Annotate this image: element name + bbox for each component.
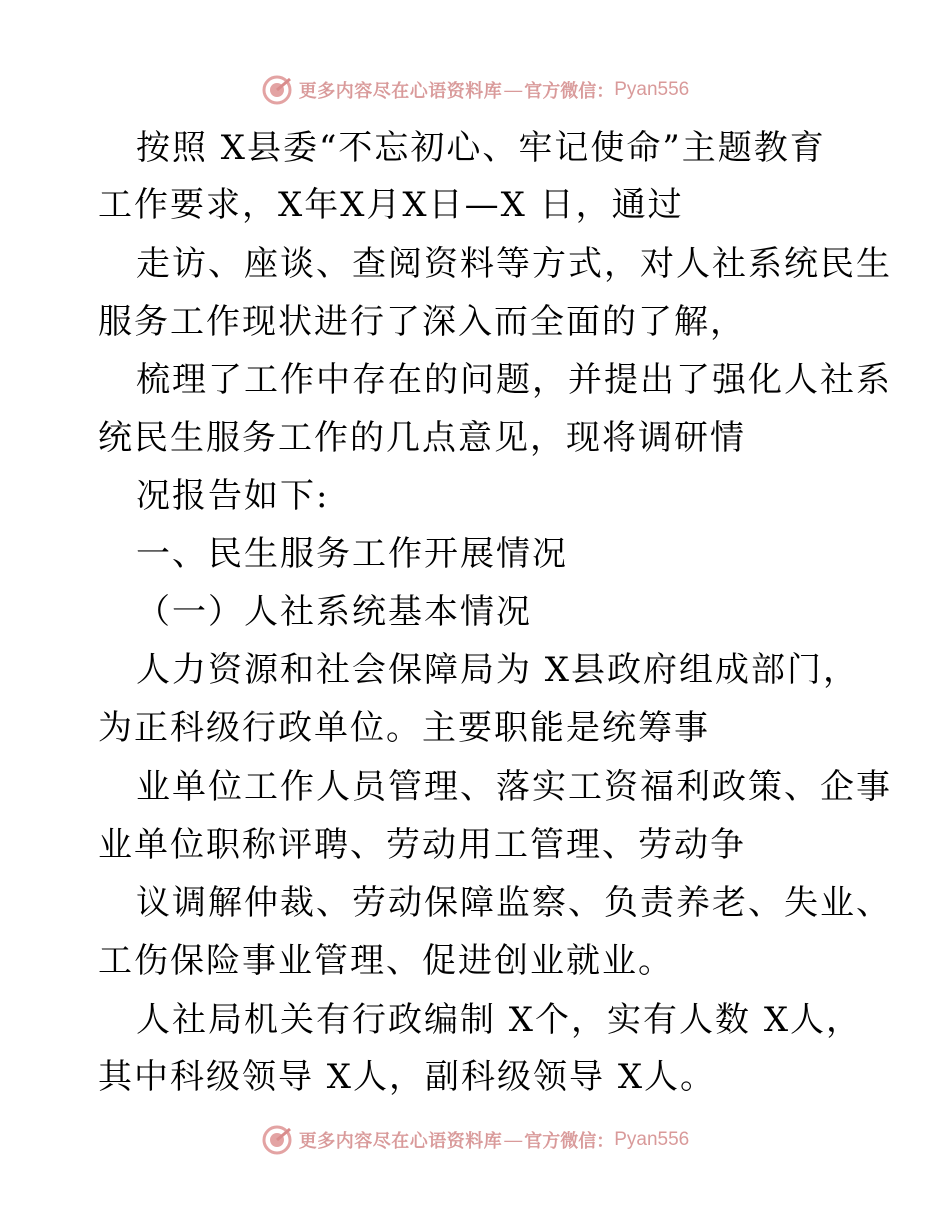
body-line-3: 走访、座谈、查阅资料等方式，对人社系统民生 (136, 244, 892, 284)
subsection-heading-1: （一）人社系统基本情况 (136, 592, 532, 632)
body-line-4: 服务工作现状进行了深入而全面的了解， (98, 302, 746, 342)
banner-wechat-id: Pyan556 (614, 79, 690, 100)
banner-slogan: 更多内容尽在心语资料库 (298, 81, 503, 102)
body-line-14: 议调解仲裁、劳动保障监察、负责养老、失业、 (136, 883, 892, 923)
section-heading-1: 一、民生服务工作开展情况 (136, 534, 568, 574)
body-line-7: 况报告如下: (136, 476, 330, 516)
banner-wechat-id: Pyan556 (614, 1129, 690, 1150)
body-line-11: 为正科级行政单位。主要职能是统筹事 (98, 708, 710, 748)
banner-separator: — (504, 1129, 523, 1150)
body-line-15: 工伤保险事业管理、促进创业就业。 (98, 941, 674, 981)
body-line-17: 其中科级领导 X人，副科级领导 X人。 (98, 1057, 717, 1097)
body-line-10: 人力资源和社会保障局为 X县政府组成部门， (136, 650, 860, 690)
body-line-1: 按照 X县委“不忘初心、牢记使命”主题教育 (136, 128, 826, 168)
footer-watermark-banner (0, 1120, 950, 1160)
banner-separator: — (504, 79, 523, 100)
brand-logo-icon (261, 1124, 293, 1156)
body-line-6: 统民生服务工作的几点意见，现将调研情 (98, 418, 746, 458)
brand-logo-icon (261, 74, 293, 106)
body-line-2: 工作要求，X年X月X日—X 日，通过 (98, 185, 684, 225)
body-line-13: 业单位职称评聘、劳动用工管理、劳动争 (98, 825, 746, 865)
banner-slogan: 更多内容尽在心语资料库 (298, 1131, 503, 1152)
body-line-16: 人社局机关有行政编制 X个，实有人数 X人， (136, 1000, 863, 1040)
body-line-12: 业单位工作人员管理、落实工资福利政策、企事 (136, 767, 892, 807)
body-line-5: 梳理了工作中存在的问题，并提出了强化人社系 (136, 360, 892, 400)
header-watermark-banner (0, 70, 950, 110)
banner-wechat-label: 官方微信： (524, 1131, 615, 1152)
banner-wechat-label: 官方微信： (524, 81, 615, 102)
